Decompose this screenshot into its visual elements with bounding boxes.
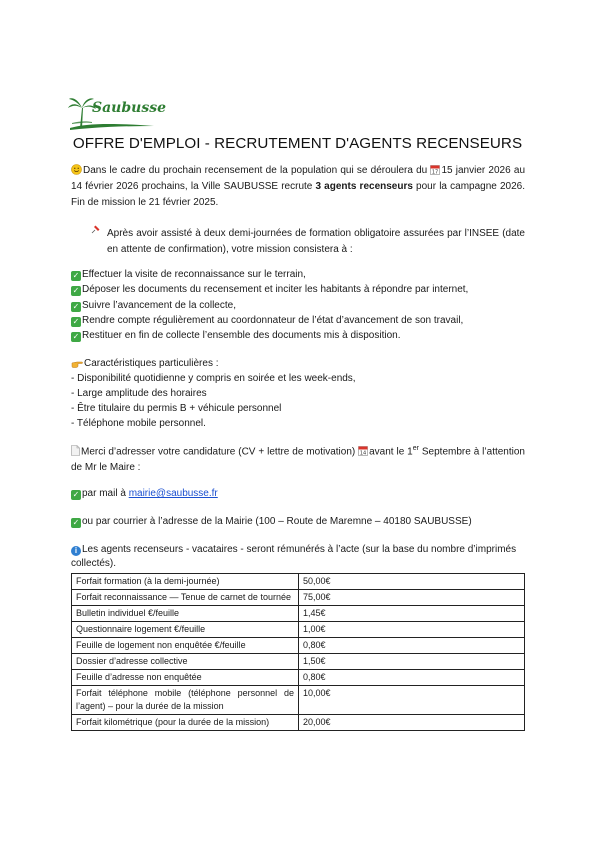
- email-line: [71, 486, 531, 502]
- check-icon: ✓: [72, 332, 80, 342]
- fee-label: Forfait téléphone mobile (téléphone personnel de l’agent) – pour la durée de la mission: [72, 686, 299, 715]
- check-icon: ✓: [72, 271, 80, 280]
- pay-note: [71, 543, 527, 571]
- fee-amount: 0,80€: [299, 638, 525, 654]
- table-row: [72, 590, 525, 606]
- info-icon: i: [71, 546, 81, 556]
- characteristics-heading-text: Caractéristiques particulières :: [84, 358, 219, 369]
- check-icon: ✓: [72, 301, 80, 311]
- characteristics-heading: [71, 356, 531, 371]
- table-row: [72, 654, 525, 670]
- check-icon: ✓: [72, 518, 80, 527]
- fees-table: [71, 573, 525, 731]
- svg-text:Saubusse: Saubusse: [92, 100, 166, 116]
- mission-text: Effectuer la visite de reconnaissance sur le terrain,: [82, 269, 306, 280]
- page-icon: [71, 445, 80, 456]
- fee-label: Feuille de logement non enquêtée €/feuille: [72, 638, 299, 654]
- fee-label: Bulletin individuel €/feuille: [72, 606, 299, 622]
- check-icon: ✓: [72, 286, 80, 296]
- intro-paragraph: [71, 163, 525, 211]
- svg-text:14: 14: [359, 450, 367, 457]
- list-item: [71, 298, 531, 313]
- table-row: [72, 686, 525, 715]
- table-row: [72, 622, 525, 638]
- mission-text: Déposer les documents du recensement et inciter les habitants à répondre par internet,: [82, 284, 469, 296]
- table-row: [72, 638, 525, 654]
- list-item: [71, 313, 531, 328]
- list-item: [71, 267, 531, 282]
- missions-list: [71, 267, 531, 343]
- intro-text-3: pour la campagne 2026. Fin de mission le 21 février 2025.: [71, 181, 525, 208]
- mission-text: Suivre l’avancement de la collecte,: [82, 299, 236, 311]
- pushpin-icon: [90, 224, 101, 235]
- apply-text-2: avant le 1: [369, 446, 413, 458]
- apply-sup: er: [412, 445, 419, 452]
- apply-text-3: Septembre à l’attention de Mr le Maire :: [71, 446, 525, 474]
- email-prefix: par mail à: [82, 488, 129, 499]
- fee-amount: 20,00€: [299, 715, 525, 731]
- table-row: [72, 715, 525, 731]
- intro-bold: 3 agents recenseurs: [315, 181, 413, 192]
- list-item: [71, 282, 531, 297]
- pay-note-text: Les agents recenseurs - vacataires - seront rémunérés à l’acte (sur la base du nombre d’imprimés collectés).: [71, 544, 517, 569]
- characteristic-item: - Être titulaire du permis B + véhicule personnel: [71, 403, 282, 414]
- apply-text-1: Merci d’adresser votre candidature (CV + lettre de motivation): [81, 446, 359, 458]
- email-link[interactable]: mairie@saubusse.fr: [128, 488, 218, 499]
- characteristic-item: - Disponibilité quotidienne y compris en soirée et les week-ends,: [71, 373, 356, 384]
- calendar-icon: [358, 445, 368, 456]
- fee-label: Forfait reconnaissance — Tenue de carnet de tournée: [72, 590, 299, 606]
- saubusse-logo: [66, 90, 166, 132]
- intro-text-1: Dans le cadre du prochain recensement de la population qui se déroulera du: [83, 165, 431, 176]
- intro-text-2: 15 janvier 2026 au 14 février 2026 prochains, la Ville SAUBUSSE recrute: [71, 165, 525, 192]
- fee-label: Questionnaire logement €/feuille: [72, 622, 299, 638]
- mission-text: Restituer en fin de collecte l’ensemble des documents mis à disposition.: [82, 330, 401, 342]
- characteristics-block: [71, 356, 531, 431]
- characteristic-item: - Téléphone mobile personnel.: [71, 418, 206, 429]
- mission-text: Rendre compte régulièrement au coordonnateur de l’état d’avancement de son travail,: [82, 314, 464, 326]
- characteristic-item: - Large amplitude des horaires: [71, 388, 207, 399]
- table-row: [72, 606, 525, 622]
- calendar-icon: [430, 164, 440, 175]
- check-icon: ✓: [72, 490, 80, 499]
- training-paragraph: Après avoir assisté à deux demi-journées de formation obligatoire assurées par l’INSEE (date en attente de confirmation), votre mission consistera à :: [107, 228, 525, 255]
- fee-amount: 50,00€: [299, 574, 525, 590]
- check-icon: ✓: [72, 316, 80, 326]
- smiley-icon: [71, 164, 82, 175]
- page-title: OFFRE D'EMPLOI - RECRUTEMENT D'AGENTS RECENSEURS: [72, 135, 523, 152]
- fee-amount: 1,45€: [299, 606, 525, 622]
- mail-line: [71, 514, 531, 530]
- table-row: [72, 574, 525, 590]
- apply-paragraph: [71, 441, 525, 476]
- fee-amount: 1,50€: [299, 654, 525, 670]
- fee-amount: 0,80€: [299, 670, 525, 686]
- list-item: [71, 328, 531, 343]
- mail-text: ou par courrier à l’adresse de la Mairie (100 – Route de Maremne – 40180 SAUBUSSE): [82, 516, 472, 527]
- fee-label: Feuille d’adresse non enquêtée: [72, 670, 299, 686]
- table-row: [72, 670, 525, 686]
- fee-amount: 1,00€: [299, 622, 525, 638]
- svg-text:17: 17: [432, 169, 439, 176]
- fee-label: Dossier d’adresse collective: [72, 654, 299, 670]
- fee-label: Forfait formation (à la demi-journée): [72, 574, 299, 590]
- fee-label: Forfait kilométrique (pour la durée de la mission): [72, 715, 299, 731]
- fee-amount: 75,00€: [299, 590, 525, 606]
- fee-amount: 10,00€: [299, 686, 525, 715]
- pointing-hand-icon: [71, 358, 83, 368]
